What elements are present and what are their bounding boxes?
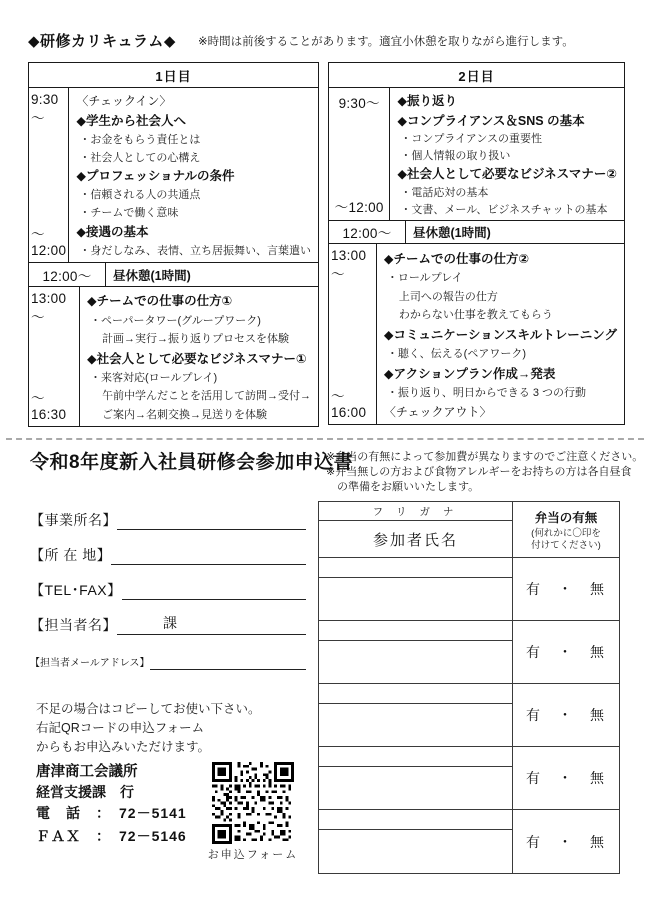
- day1-row-afternoon: [29, 287, 318, 426]
- content-heading: ◆接遇の基本: [76, 225, 149, 240]
- field-telfax: [30, 576, 306, 600]
- participant-4-furigana-blank[interactable]: [319, 747, 512, 767]
- participants-table: [318, 501, 620, 874]
- participant-row-4: [319, 747, 619, 810]
- day2-lunch-label: 昼休憩(1時間): [413, 226, 491, 240]
- day2-row-afternoon: [329, 244, 624, 424]
- time-start: 12:00～: [342, 226, 392, 241]
- form-note-line: の準備をお願いいたします。: [326, 481, 480, 493]
- lunch-option: 有 ・ 無: [526, 581, 606, 597]
- lunch-option: 有 ・ 無: [526, 833, 606, 850]
- lunch-note-line1: (何れかに〇印を: [531, 527, 601, 539]
- time-start: 13:00～: [331, 248, 367, 282]
- participant-5-lunch-cell[interactable]: [513, 810, 619, 873]
- qr-caption: お申込フォーム: [207, 849, 299, 861]
- lunch-option: 有 ・ 無: [526, 644, 606, 660]
- participant-3-name-blank[interactable]: [319, 704, 512, 746]
- day2-row-morning: [329, 88, 624, 221]
- field-person-label: 【担当者名】: [30, 617, 117, 633]
- day2-morning-content: [390, 88, 624, 220]
- day1-lunch-label: 昼休憩(1時間): [113, 268, 191, 283]
- content-bullet: ・ペーパータワー(グループワーク): [90, 314, 261, 327]
- participant-row-1: [319, 558, 619, 621]
- day2-morning-time-cell: [329, 88, 390, 220]
- content-heading: ◆アクションプラン作成→発表: [383, 366, 556, 381]
- day2-row-lunch: [329, 221, 624, 244]
- form-fields: [30, 506, 306, 681]
- department-name: 経営支援課 行: [36, 784, 134, 800]
- curriculum-header: [28, 30, 574, 51]
- participant-2-lunch-cell[interactable]: [513, 621, 619, 683]
- time-end: ～16:00: [331, 389, 367, 420]
- time-start: 13:00～: [31, 291, 67, 325]
- content-bullet: ・来客対応(ロールプレイ): [90, 371, 218, 384]
- participant-row-2: [319, 621, 619, 684]
- time-start: 9:30～: [338, 96, 380, 111]
- participant-name-header: 参加者氏名: [372, 531, 458, 549]
- day1-afternoon-time-cell: [29, 287, 80, 426]
- field-office-blank[interactable]: [117, 508, 306, 530]
- content-bullet: ・チームで働く意味: [79, 207, 179, 220]
- participants-header-row: [319, 502, 619, 558]
- participant-4-name-blank[interactable]: [319, 767, 512, 809]
- content-bullet: ・社会人としての心構え: [79, 151, 201, 164]
- curriculum-note: ※時間は前後することがあります。適宜小休憩を取りながら進行します。: [197, 35, 574, 48]
- content-heading: ◆社会人として必要なビジネスマナー②: [397, 167, 617, 182]
- content-heading: ◆コミュニケーションスキルトレーニング: [383, 327, 617, 342]
- field-email-blank[interactable]: [150, 648, 307, 670]
- participant-4-lunch-cell[interactable]: [513, 747, 619, 809]
- time-end: ～12:00: [31, 227, 67, 258]
- time-end: ～12:00: [334, 200, 384, 215]
- day1-row-lunch: [29, 263, 318, 287]
- field-email: [30, 646, 306, 670]
- curriculum-table-day2: [328, 62, 625, 425]
- time-end: ～16:30: [31, 391, 67, 422]
- participant-1-cells: [319, 558, 513, 620]
- day1-morning-time-cell: [29, 88, 69, 262]
- day2-header: 2日目: [329, 63, 624, 88]
- participant-1-furigana-blank[interactable]: [319, 558, 512, 578]
- content-heading: ◆プロフェッショナルの条件: [76, 169, 235, 184]
- participant-3-cells: [319, 684, 513, 746]
- content-line: 〈チェックアウト〉: [383, 404, 492, 419]
- furigana-header: フ リ ガ ナ: [319, 502, 512, 521]
- content-bullet: ・ロールプレイ: [386, 272, 463, 284]
- content-heading: ◆社会人として必要なビジネスマナー①: [87, 351, 307, 366]
- participant-4-cells: [319, 747, 513, 809]
- curriculum-title: ◆研修カリキュラム◆: [28, 33, 176, 50]
- content-line: 〈チェックイン〉: [76, 93, 172, 108]
- copy-note-line: 不足の場合はコピーしてお使い下さい。: [36, 702, 261, 716]
- lunch-note-line2: 付けてください): [531, 539, 601, 551]
- time-start: 12:00～: [42, 268, 92, 284]
- content-line: 計画→実行→振り返りプロセスを体験: [102, 333, 289, 346]
- participant-2-name-blank[interactable]: [319, 641, 512, 683]
- copy-note-line: からもお申込みいただけます。: [36, 740, 211, 754]
- day1-lunch-time-cell: [29, 263, 106, 286]
- time-start: 9:30～: [31, 92, 59, 126]
- content-bullet: ・信頼される人の共通点: [79, 189, 201, 202]
- field-email-label: 【担当者メールアドレス】: [30, 658, 150, 669]
- participant-row-3: [319, 684, 619, 747]
- field-telfax-label: 【TEL･FAX】: [30, 582, 122, 598]
- field-telfax-blank[interactable]: [122, 578, 306, 600]
- lunch-header-cell: [513, 502, 619, 557]
- qr-code-image: [212, 762, 294, 844]
- field-person: [30, 611, 306, 635]
- field-person-suffix: 課: [163, 615, 177, 631]
- day1-afternoon-content: [80, 287, 318, 426]
- content-line: 上司への報告の仕方: [398, 290, 498, 303]
- day1-morning-content: [69, 88, 318, 262]
- curriculum-table-day1: [28, 62, 319, 427]
- content-bullet: ・電話応対の基本: [400, 186, 489, 199]
- field-address: [30, 541, 306, 565]
- copy-note-line: 右記QRコードの申込フォーム: [36, 721, 205, 735]
- participant-1-lunch-cell[interactable]: [513, 558, 619, 620]
- content-bullet: ・文書、メール、ビジネスチャットの基本: [400, 203, 608, 216]
- content-heading: ◆コンプライアンス＆SNS の基本: [397, 113, 585, 128]
- field-address-blank[interactable]: [111, 543, 306, 565]
- content-line: ご案内→名刺交換→見送りを体験: [102, 408, 267, 421]
- content-bullet: ・聴く、伝える(ペアワーク): [386, 348, 526, 360]
- participant-5-furigana-blank[interactable]: [319, 810, 512, 830]
- participant-2-furigana-blank[interactable]: [319, 621, 512, 641]
- day2-lunch-time-cell: [329, 221, 406, 243]
- content-bullet: ・振り返り、明日からできる 3 つの行動: [386, 387, 586, 399]
- content-bullet: ・身だしなみ、表情、立ち居振舞い、言葉遣い: [79, 245, 311, 258]
- phone-number: 電 話 ： 72－5141: [36, 805, 187, 821]
- field-office: [30, 506, 306, 530]
- form-title: 令和8年度新入社員研修会参加申込書: [30, 452, 354, 473]
- content-bullet: ・個人情報の取り扱い: [400, 150, 511, 162]
- organization-name: 唐津商工会議所: [36, 764, 138, 780]
- lunch-option: 有 ・ 無: [526, 770, 606, 786]
- day1-row-morning: [29, 88, 318, 263]
- content-heading: ◆チームでの仕事の仕方①: [87, 294, 233, 309]
- day2-afternoon-time-cell: [329, 244, 377, 424]
- field-address-label: 【所 在 地】: [30, 547, 112, 563]
- content-heading: ◆学生から社会人へ: [76, 113, 186, 128]
- content-bullet: ・お金をもらう責任とは: [79, 133, 201, 146]
- fax-number: ＦＡＸ ： 72－5146: [36, 828, 187, 844]
- participant-2-cells: [319, 621, 513, 683]
- section-divider: [6, 438, 644, 440]
- form-note-line: ※弁当無しの方および食物アレルギーをお持ちの方は各自昼食: [326, 466, 632, 478]
- content-bullet: ・コンプライアンスの重要性: [400, 132, 542, 145]
- participant-1-name-blank[interactable]: [319, 578, 512, 620]
- participants-header-left: [319, 502, 513, 557]
- content-line: わからない仕事を教えてもらう: [398, 309, 553, 321]
- participant-row-5: [319, 810, 619, 873]
- lunch-option: 有 ・ 無: [526, 707, 606, 723]
- day1-header: 1日目: [29, 63, 318, 88]
- content-line: 午前中学んだことを活用して訪問→受付→: [102, 390, 311, 403]
- participant-5-name-blank[interactable]: [319, 830, 512, 873]
- qr-code: [212, 762, 294, 844]
- form-note-line: ※弁当の有無によって参加費が異なりますのでご注意ください。: [326, 451, 644, 463]
- field-person-blank[interactable]: [117, 613, 306, 635]
- content-heading: ◆振り返り: [397, 94, 458, 109]
- participant-5-cells: [319, 810, 513, 873]
- form-notes: [326, 450, 646, 495]
- lunch-title: 弁当の有無: [534, 510, 598, 525]
- field-office-label: 【事業所名】: [30, 512, 117, 528]
- content-heading: ◆チームでの仕事の仕方②: [383, 251, 530, 266]
- participant-3-lunch-cell[interactable]: [513, 684, 619, 746]
- participant-3-furigana-blank[interactable]: [319, 684, 512, 704]
- day2-afternoon-content: [377, 244, 624, 424]
